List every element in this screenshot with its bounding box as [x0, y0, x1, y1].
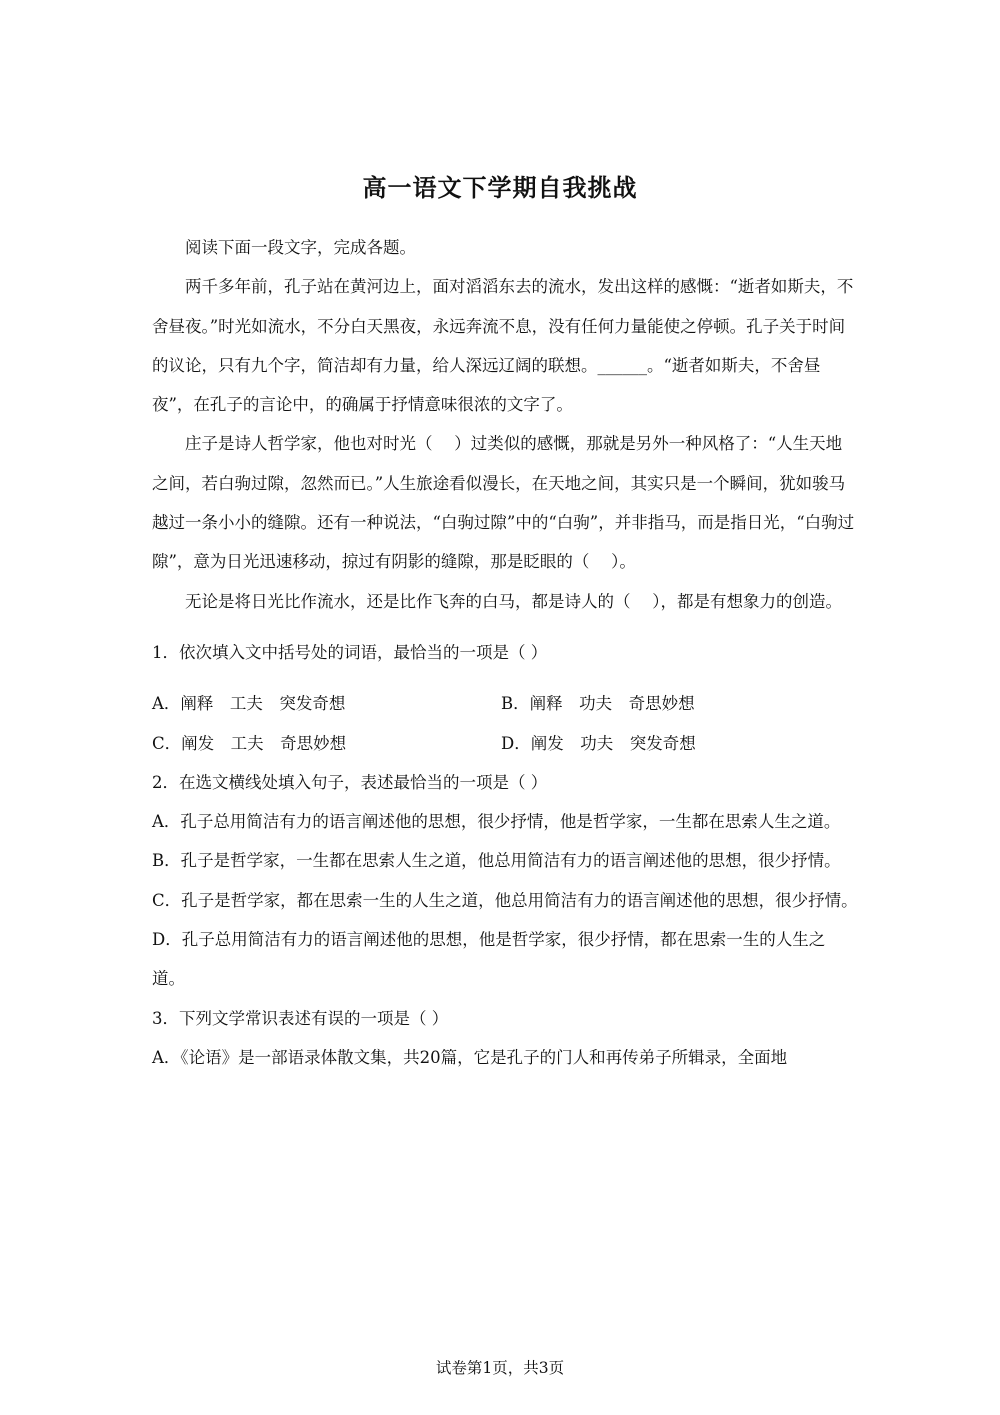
passage-paragraph-3: 无论是将日光比作流水，还是比作飞奔的白马，都是诗人的（ ），都是有想象力的创造。: [185, 591, 842, 611]
question-1-option-b: B．阐释 功夫 奇思妙想: [501, 694, 695, 714]
page-footer: 试卷第1页，共3页: [435, 1359, 565, 1377]
question-2-option-b: B．孔子是哲学家，一生都在思索人生之道，他总用简洁有力的语言阐述他的思想，很少抒情。: [152, 851, 841, 871]
question-2-option-a: A．孔子总用简洁有力的语言阐述他的思想，很少抒情，他是哲学家，一生都在思索人生之道。: [152, 812, 841, 832]
question-3-stem: 3．下列文学常识表述有误的一项是（ ）: [152, 1008, 449, 1028]
question-3-option-a: A．《论语》是一部语录体散文集，共20篇，它是孔子的门人和再传弟子所辑录，全面地: [152, 1047, 788, 1067]
passage-paragraph-2: 庄子是诗人哲学家，他也对时光（ ）过类似的感慨，那就是另外一种风格了：“人生天地之间，若白驹过隙，忽然而已。”人生旅途看似漫长，在天地之间，其实只是一个瞬间，犹如骏马越过一条小小的缝隙。还有一种说法，“白驹过隙”中的“白驹”，并非指马，而是指日光，“白驹过隙”，意为日光迅速移动，掠过有阴影的缝隙，那是眨眼的（ ）。: [152, 434, 855, 572]
instruction-text: 阅读下面一段文字，完成各题。: [185, 238, 416, 257]
page-title: 高一语文下学期自我挑战: [362, 174, 638, 202]
question-2-stem: 2．在选文横线处填入句子，表述最恰当的一项是（ ）: [152, 772, 548, 792]
passage-paragraph-1: 两千多年前，孔子站在黄河边上，面对滔滔东去的流水，发出这样的感慨：“逝者如斯夫，不舍昼夜。”时光如流水，不分白天黑夜，永远奔流不息，没有任何力量能使之停顿。孔子关于时间的议论，只有九个字，简洁却有力量，给人深远辽阔的联想。______。“逝者如斯夫，不舍昼夜”，在孔子的言论中，的确属于抒情意味很浓的文字了。: [152, 277, 854, 415]
question-1-option-a: A．阐释 工夫 突发奇想: [152, 694, 346, 714]
question-1-stem: 1．依次填入文中括号处的词语，最恰当的一项是（ ）: [152, 642, 548, 662]
question-1-option-c: C．阐发 工夫 奇思妙想: [152, 733, 347, 753]
question-2-option-d: D．孔子总用简洁有力的语言阐述他的思想，他是哲学家，很少抒情，都在思索一生的人生之道。: [152, 930, 826, 989]
exam-body: [152, 228, 858, 1077]
question-2-option-c: C．孔子是哲学家，都在思索一生的人生之道，他总用简洁有力的语言阐述他的思想，很少抒情。: [152, 890, 858, 910]
question-1-option-d: D．阐发 功夫 突发奇想: [501, 733, 696, 753]
question-1-options: [152, 684, 858, 763]
